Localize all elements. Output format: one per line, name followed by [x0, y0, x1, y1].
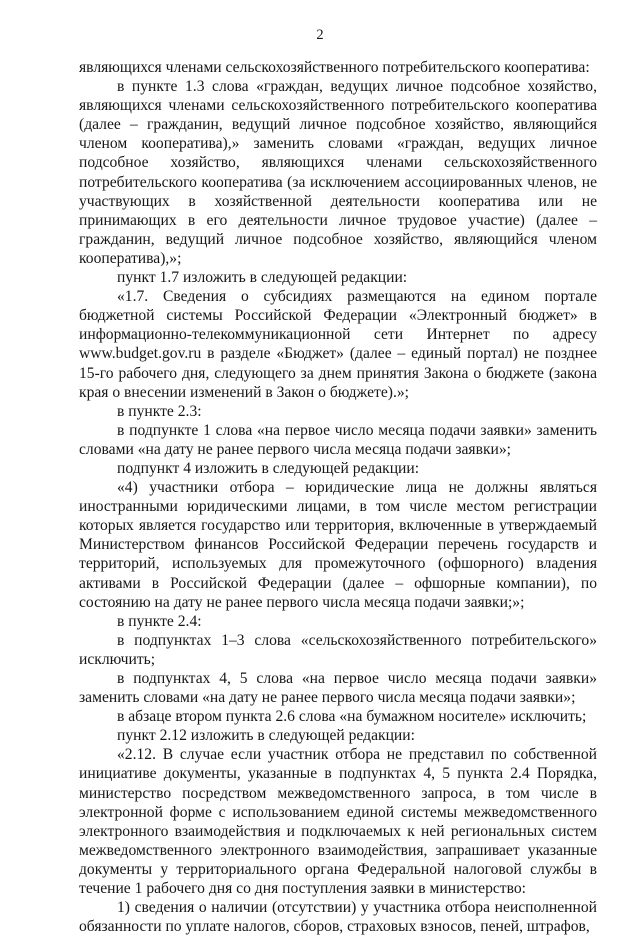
paragraph: «4) участники отбора – юридические лица не должны являться иностранными юридическими лицами, в том числе местом регистрации которых является государство или территория, включенные в утверждаемый Министерством финансов Российской Федерации перечень государств и территорий, используемых для промежуточного (офшорного) владения активами в Российской Федерации (далее – офшорные компании), по состоянию на дату не ранее первого числа месяца подачи заявки;»;	[79, 479, 597, 611]
paragraph: в подпунктах 4, 5 слова «на первое число месяца подачи заявки» заменить словами «на дату не ранее первого числа месяца подачи заявки»;	[79, 670, 597, 707]
paragraph: 1) сведения о наличии (отсутствии) у участника отбора неисполненной обязанности по уплате налогов, сборов, страховых взносов, пеней, штрафов,	[79, 899, 597, 936]
paragraph: «2.12. В случае если участник отбора не представил по собственной инициативе документы, указанные в подпунктах 4, 5 пункта 2.4 Порядка, министерство посредством межведомственного запроса, в том числе в электронной форме с использованием единой системы межведомственного электронного взаимодействия и подключаемых к ней региональных систем межведомственного электронного взаимодействия, запрашивает указанные документы у территориального органа Федеральной налоговой службы в течение 1 рабочего дня со дня поступления заявки в министерство:	[79, 746, 597, 898]
paragraph: пункт 2.12 изложить в следующей редакции:	[117, 727, 415, 745]
paragraph: в подпунктах 1–3 слова «сельскохозяйственного потребительского» исключить;	[79, 631, 597, 668]
paragraph: пункт 1.7 изложить в следующей редакции:	[117, 269, 408, 287]
paragraph: в пункте 2.3:	[117, 402, 202, 420]
paragraph: в абзаце втором пункта 2.6 слова «на бумажном носителе» исключить;	[117, 708, 587, 726]
paragraph: подпункт 4 изложить в следующей редакции:	[117, 459, 420, 477]
page-number: 2	[316, 27, 324, 43]
document-body	[79, 58, 597, 936]
paragraph: являющихся членами сельскохозяйственного потребительского кооператива:	[79, 59, 590, 76]
paragraph: в пункте 2.4:	[117, 612, 202, 630]
paragraph: в пункте 1.3 слова «граждан, ведущих личное подсобное хозяйство, являющихся членами сельскохозяйственного потребительского кооператива (далее – гражданин, ведущий личное подсобное хозяйство, являющийся членом кооператива),» заменить словами «граждан, ведущих личное подсобное хозяйство, являющихся членами сельскохозяйственного потребительского кооператива (за исключением ассоциированных членов, не участвующих в хозяйственной деятельности кооператива или не принимающих в его деятельности личное трудовое участие) (далее – гражданин, ведущий личное подсобное хозяйство, являющийся членом кооператива),»;	[79, 78, 597, 267]
paragraph: «1.7. Сведения о субсидиях размещаются на едином портале бюджетной системы Российской Федерации «Электронный бюджет» в информационно-телекоммуникационной сети Интернет по адресу www.budget.gov.ru в разделе «Бюджет» (далее – единый портал) не позднее 15-го рабочего дня, следующего за днем принятия Закона о бюджете (закона края о внесении изменений в Закон о бюджете).»;	[79, 288, 597, 401]
paragraph: в подпункте 1 слова «на первое число месяца подачи заявки» заменить словами «на дату не ранее первого числа месяца подачи заявки»;	[79, 421, 597, 458]
